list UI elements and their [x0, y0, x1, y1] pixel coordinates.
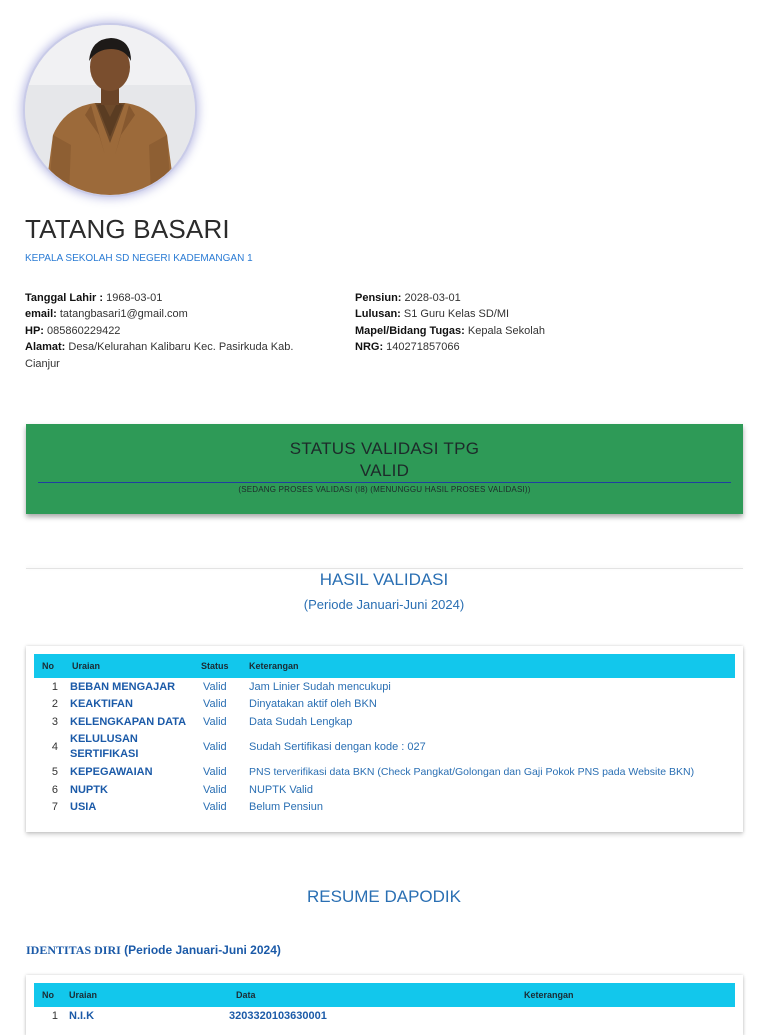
phone-row: [25, 323, 315, 339]
identitas-table: [34, 983, 735, 1025]
row-uraian: NUPTK: [70, 783, 108, 796]
row-no: 1: [51, 1010, 58, 1022]
profile-photo: [25, 25, 195, 195]
profile-name: TATANG BASARI: [25, 214, 230, 244]
identitas-card: [26, 975, 743, 1035]
row-keterangan: Data Sudah Lengkap: [249, 715, 353, 728]
subject-value: Kepala Sekolah: [467, 324, 545, 337]
row-keterangan: [524, 1007, 735, 1025]
row-no: 5: [51, 766, 58, 779]
address-row: [25, 339, 315, 372]
row-uraian: KEAKTIFAN: [70, 698, 133, 711]
table-row: [34, 696, 735, 714]
birth-date-row: [25, 290, 315, 306]
row-status: Valid: [203, 698, 227, 711]
row-no: 6: [51, 783, 58, 796]
row-keterangan: NUPTK Valid: [249, 783, 313, 796]
phone-label: HP:: [25, 324, 44, 337]
address-label: Alamat:: [25, 341, 66, 354]
header-uraian: Uraian: [64, 983, 199, 1007]
validation-status-panel: [26, 424, 743, 514]
row-uraian: N.I.K: [69, 1010, 95, 1022]
row-uraian: KELENGKAPAN DATA: [70, 715, 187, 728]
retirement-label: Pensiun:: [355, 292, 402, 304]
row-no: 7: [51, 801, 58, 814]
row-uraian: KELULUSAN SERTIFIKASI: [70, 733, 139, 760]
email-row: [25, 306, 315, 322]
person-photo-icon: [25, 25, 195, 195]
status-divider: [38, 482, 731, 483]
retirement-row: [355, 290, 655, 306]
row-no: 2: [51, 698, 58, 711]
nrg-label: NRG:: [355, 341, 384, 354]
row-status: Valid: [203, 741, 227, 753]
subject-row: [355, 323, 655, 339]
retirement-value: 2028-03-01: [404, 292, 461, 304]
address-value: Desa/Kelurahan Kalibaru Kec. Pasirkuda Kab. Cianjur: [25, 341, 294, 370]
profile-position: KEPALA SEKOLAH SD NEGERI KADEMANGAN 1: [25, 253, 253, 264]
identitas-heading: [26, 943, 281, 958]
subject-label: Mapel/Bidang Tugas:: [355, 324, 465, 337]
identitas-label: IDENTITAS DIRI: [26, 943, 121, 957]
row-uraian: BEBAN MENGAJAR: [70, 680, 176, 693]
row-status: Valid: [203, 715, 227, 728]
phone-value: 085860229422: [47, 324, 121, 337]
row-status: Valid: [203, 680, 227, 693]
hasil-validasi-card: [26, 646, 743, 832]
table-row: [34, 764, 735, 782]
row-keterangan: Jam Linier Sudah mencukupi: [249, 680, 391, 693]
table-row: [34, 713, 735, 731]
header-keterangan: Keterangan: [524, 983, 735, 1007]
row-status: Valid: [203, 801, 227, 814]
identitas-period: (Periode Januari-Juni 2024): [124, 943, 281, 957]
graduation-row: [355, 306, 655, 322]
birth-date-label: Tanggal Lahir :: [25, 292, 104, 304]
table-header-row: [34, 983, 735, 1007]
resume-title: RESUME DAPODIK: [307, 887, 461, 906]
table-row: [34, 799, 735, 817]
row-keterangan: PNS terverifikasi data BKN (Check Pangkat/Golongan dan Gaji Pokok PNS pada Website BKN): [249, 766, 695, 779]
table-row: [34, 731, 735, 764]
table-row: [34, 781, 735, 799]
row-uraian: KEPEGAWAIAN: [70, 766, 153, 779]
hasil-validasi-table: [34, 654, 735, 816]
nrg-value: 140271857066: [386, 341, 460, 354]
profile-info-right: [355, 290, 655, 356]
hasil-period: (Periode Januari-Juni 2024): [303, 597, 465, 612]
table-row: [34, 678, 735, 696]
row-keterangan: Sudah Sertifikasi dengan kode : 027: [249, 741, 426, 753]
row-keterangan: Belum Pensiun: [249, 801, 323, 814]
birth-date-value: 1968-03-01: [106, 292, 163, 304]
hasil-card-edge: [26, 568, 743, 569]
profile-info-left: [25, 290, 315, 372]
header-no: No: [34, 654, 64, 678]
graduation-label: Lulusan:: [355, 308, 401, 321]
row-status: Valid: [203, 766, 227, 779]
status-value: VALID: [359, 461, 410, 480]
status-note: (SEDANG PROSES VALIDASI (I8) (MENUNGGU HASIL PROSES VALIDASI)): [238, 485, 531, 494]
header-no: No: [34, 983, 64, 1007]
email-label: email:: [25, 308, 57, 321]
header-uraian: Uraian: [64, 654, 201, 678]
nrg-row: [355, 339, 655, 355]
header-keterangan: Keterangan: [249, 654, 735, 678]
row-no: 4: [51, 741, 58, 753]
row-keterangan: Dinyatakan aktif oleh BKN: [249, 698, 377, 711]
header-status: Status: [201, 654, 249, 678]
header-data: Data: [199, 983, 524, 1007]
row-status: Valid: [203, 783, 227, 796]
row-uraian: USIA: [70, 801, 97, 814]
row-no: 3: [51, 715, 58, 728]
email-value: tatangbasari1@gmail.com: [59, 308, 188, 321]
table-header-row: [34, 654, 735, 678]
status-title: STATUS VALIDASI TPG: [289, 439, 480, 458]
table-row: [34, 1007, 735, 1025]
row-no: 1: [51, 680, 58, 693]
graduation-value: S1 Guru Kelas SD/MI: [403, 308, 510, 321]
row-data: 3203320103630001: [229, 1010, 327, 1022]
hasil-title: HASIL VALIDASI: [319, 570, 449, 589]
